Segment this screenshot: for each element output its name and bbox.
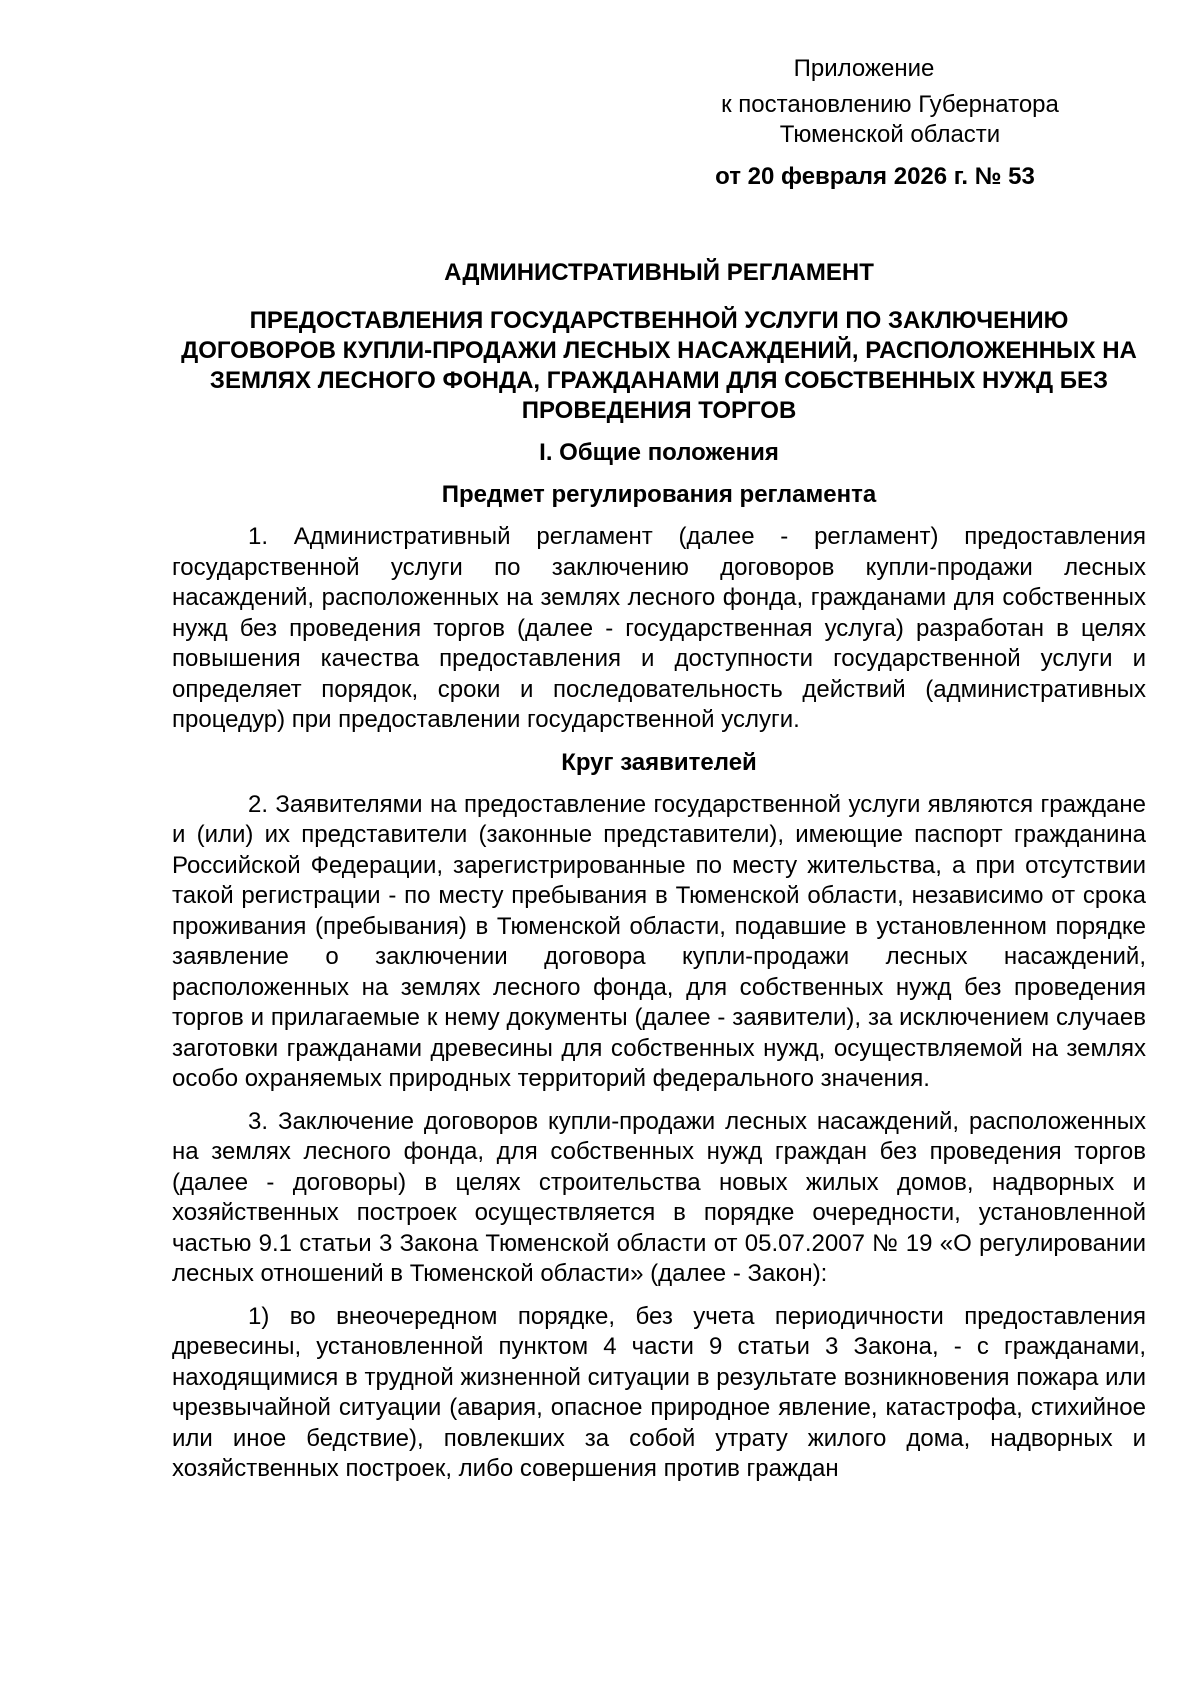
paragraph-3: 3. Заключение договоров купли-продажи лесных насаждений, расположенных на землях лесного фонда, для собственных нужд граждан без проведения торгов (далее - договоры) в целях строительства новых жилых домов, надворных и хозяйственных построек осуществляется в порядке очередности, установленной частью 9.1 статьи 3 Закона Тюменской области от 05.07.2007 № 19 «О регулировании лесных отношений в Тюменской области» (далее - Закон): — [172, 1107, 1146, 1287]
paragraph-2: 2. Заявителями на предоставление государственной услуги являются граждане и (или) их представители (законные представители), имеющие паспорт гражданина Российской Федерации, зарегистрированные по месту жительства, а при отсутствии такой регистрации - по месту пребывания в Тюменской области, независимо от срока проживания (пребывания) в Тюменской области, подавшие в установленном порядке заявление о заключении договора купли-продажи лесных насаждений, расположенных на землях лесного фонда, для собственных нужд без проведения торгов и прилагаемые к нему документы (далее - заявители), за исключением случаев заготовки гражданами древесины для собственных нужд, осуществляемой на землях особо охраняемых природных территорий федерального значения. — [172, 790, 1146, 1092]
section-heading-general: I. Общие положения — [539, 439, 779, 466]
paragraph-1: 1. Административный регламент (далее - регламент) предоставления государственной услуги по заключению договоров купли-продажи лесных насаждений, расположенных на землях лесного фонда, гражданами для собственных нужд без проведения торгов (далее - государственная услуга) разработан в целях повышения качества предоставления и доступности государственной услуги и определяет порядок, сроки и последовательность действий (административных процедур) при предоставлении государственной услуги. — [172, 523, 1146, 733]
document-subject: ПРЕДОСТАВЛЕНИЯ ГОСУДАРСТВЕННОЙ УСЛУГИ ПО ЗАКЛЮЧЕНИЮ ДОГОВОРОВ КУПЛИ-ПРОДАЖИ ЛЕСНЫХ НАСАЖДЕНИЙ, РАСПОЛОЖЕННЫХ НА ЗЕМЛЯХ ЛЕСНОГО ФОНДА, ГРАЖДАНАМИ ДЛЯ СОБСТВЕННЫХ НУЖД БЕЗ ПРОВЕДЕНИЯ ТОРГОВ — [181, 307, 1137, 424]
appendix-label: Приложение — [793, 55, 935, 82]
document-title: АДМИНИСТРАТИВНЫЙ РЕГЛАМЕНТ — [444, 259, 874, 286]
decree-reference-line1: к постановлению Губернатора — [721, 91, 1059, 118]
decree-reference-line2: Тюменской области — [779, 121, 1001, 148]
decree-date: от 20 февраля 2026 г. № 53 — [715, 163, 1035, 190]
document-body — [172, 258, 1146, 1497]
subsection-heading-applicants: Круг заявителей — [561, 748, 757, 776]
appendix-block — [660, 54, 1120, 192]
subsection-heading-subject: Предмет регулирования регламента — [441, 481, 877, 508]
paragraph-3-item-1: 1) во внеочередном порядке, без учета периодичности предоставления древесины, установленной пунктом 4 части 9 статьи 3 Закона, - с гражданами, находящимися в трудной жизненной ситуации в результате возникновения пожара или чрезвычайной ситуации (авария, опасное природное явление, катастрофа, стихийное или иное бедствие), повлекших за собой утрату жилого дома, надворных и хозяйственных построек, либо совершения против граждан — [172, 1302, 1146, 1482]
